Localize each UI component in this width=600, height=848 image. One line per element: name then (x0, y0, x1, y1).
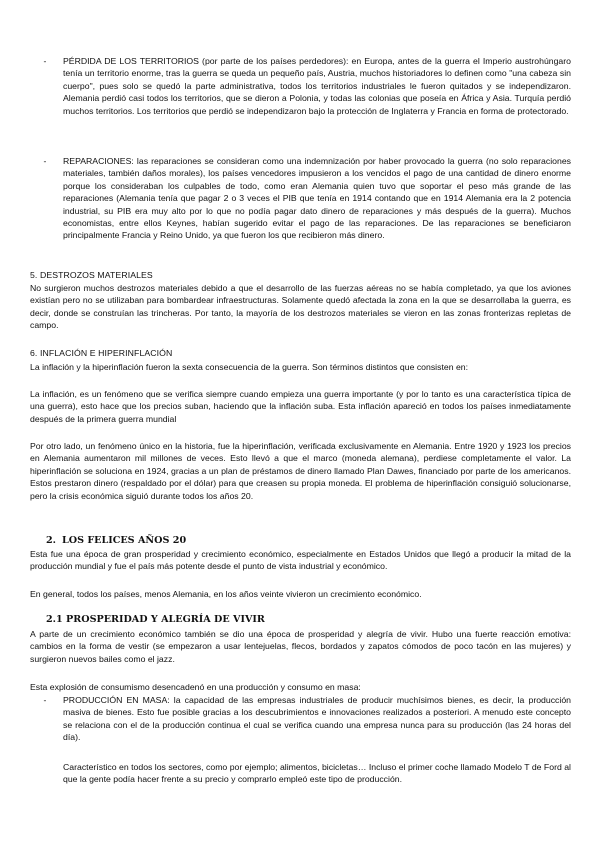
section-number: 2. (46, 535, 57, 546)
section-heading-felices-anos-20 (46, 535, 186, 547)
paragraph-felices-1: Esta fue una época de gran prosperidad y crecimiento económico, especialmente en Estados Unidos que llegó a producir la mitad de la producción mundial y fue el país más potente desde el punto de vista industrial y económico. (30, 549, 571, 572)
paragraph-felices-2: En general, todos los países, menos Alemania, en los años veinte vivieron un crecimiento económico. (30, 589, 422, 599)
paragraph-inflacion-intro: La inflación y la hiperinflación fueron la sexta consecuencia de la guerra. Son términos distintos que consisten en: (30, 362, 469, 372)
bullet-marker: - (43, 56, 47, 66)
paragraph-hiperinflacion: Por otro lado, un fenómeno único en la historia, fue la hiperinflación, verificada exclusivamente en Alemania. Entre 1920 y 1923 los precios en Alemania aumentaron mil millones de veces. Esto llevó a que el marco (moneda alemana), perdiese completamente el valor. La hiperinflación se soluciona en 1924, gracias a un plan de préstamos de dinero llamado Plan Dawes, financiado por parte de los americanos. Estos prestaron dinero (respaldado por el dólar) para que creasen su propia moneda. El problema de hiperinflación consiguió solucionarse, pero la crisis económica siguió durante todos los años 20. (30, 441, 571, 501)
paragraph-produccion-masa: PRODUCCIÓN EN MASA: la capacidad de las empresas industriales de producir muchísimos bienes, es decir, la producción masiva de bienes. Esto fue posible gracias a los descubrimientos e innovaciones realizados a posteriori. A menudo este concepto se relaciona con el de la producción continua el cual se verifica cuando una empresa nunca para su producción (las 24 horas del día). (63, 695, 571, 743)
paragraph-prosperidad: A parte de un crecimiento económico también se dio una época de prosperidad y alegría de vivir. Hubo una fuerte reacción emotiva: cambios en la forma de vestir (se empezaron a usar lentejuelas, flecos, bordados y zapatos cómodos de poco tacón en las mujeres) y surgieron nuevos bailes como el jazz. (30, 629, 571, 664)
section-title: LOS FELICES AÑOS 20 (62, 535, 187, 546)
paragraph-inflacion-definicion: La inflación, es un fenómeno que se verifica siempre cuando empieza una guerra importante (y por lo tanto es una característica típica de una guerra), esto hace que los precios suban, haciendo que la inflación suba. Esta inflación apareció en todos los países inmediatamente después de la primera guerra mundial (30, 389, 571, 424)
section-heading-inflacion: 6. INFLACIÓN E HIPERINFLACIÓN (30, 348, 173, 358)
section-heading-destrozos: 5. DESTROZOS MATERIALES (30, 270, 153, 280)
paragraph-perdida-territorios: PÉRDIDA DE LOS TERRITORIOS (por parte de los países perdedores): en Europa, antes de la guerra el Imperio austrohúngaro tenía un territorio enorme, tras la guerra se queda un pequeño país, Austria, muchos historiadores lo definen como "una cabeza sin cuerpo", pues solo se quedó la parte administrativa, todos los territorios industriales le fueron quitados y se independizaron. Alemania perdió casi todos los territorios, que se dieron a Polonia, y todas las colonias que poseía en África y Asia. Turquía perdió muchos territorios. Los territorios que perdió se independizaron bajo la protección de Inglaterra y Francia en forma de protectorado. (63, 56, 571, 116)
paragraph-destrozos: No surgieron muchos destrozos materiales debido a que el desarrollo de las fuerzas aéreas no se había completado, ya que los aviones existían pero no se utilizaban para bombardear infraestructuras. Solamente quedó afectada la zona en la que se desarrollaba la guerra, es decir, donde se construían las trincheras. Por tanto, la mayoría de los destrozos materiales se vieron en las zonas fronterizas repletas de campo. (30, 283, 571, 331)
paragraph-caracteristico: Característico en todos los sectores, como por ejemplo; alimentos, bicicletas… Incluso el primer coche llamado Modelo T de Ford al que la gente podía hacer frente a su precio y comprarlo empleó este tipo de producción. (63, 762, 571, 785)
paragraph-reparaciones: REPARACIONES: las reparaciones se consideran como una indemnización por haber provocado la guerra (no solo reparaciones materiales, también daños morales), los países vencedores impusieron a los vencidos el pago de una cantidad de dinero enorme porque los consideraban los culpables de todo, como eran Alemania quien tuvo que soportar el peso más grande de las reparaciones (Alemania tenía que pagar 2 o 3 veces el PIB que tenía en 1914 contando que en 1914 Alemania era la 2 potencia industrial, su PIB era muy alto por lo que no podía pagar dato dinero de reparaciones y más después de la guerra). Muchos economistas, entre ellos Keynes, habían sugerido evitar el pago de las reparaciones. De las reparaciones se beneficiaron principalmente Francia y Reino Unido, ya que fueron los que recibieron más dinero. (63, 156, 571, 241)
bullet-marker: - (43, 695, 47, 705)
bullet-marker: - (43, 156, 47, 166)
subsection-heading-prosperidad: 2.1 PROSPERIDAD Y ALEGRÍA DE VIVIR (46, 614, 265, 625)
paragraph-explosion-consumismo: Esta explosión de consumismo desencadenó en una producción y consumo en masa: (30, 682, 361, 692)
